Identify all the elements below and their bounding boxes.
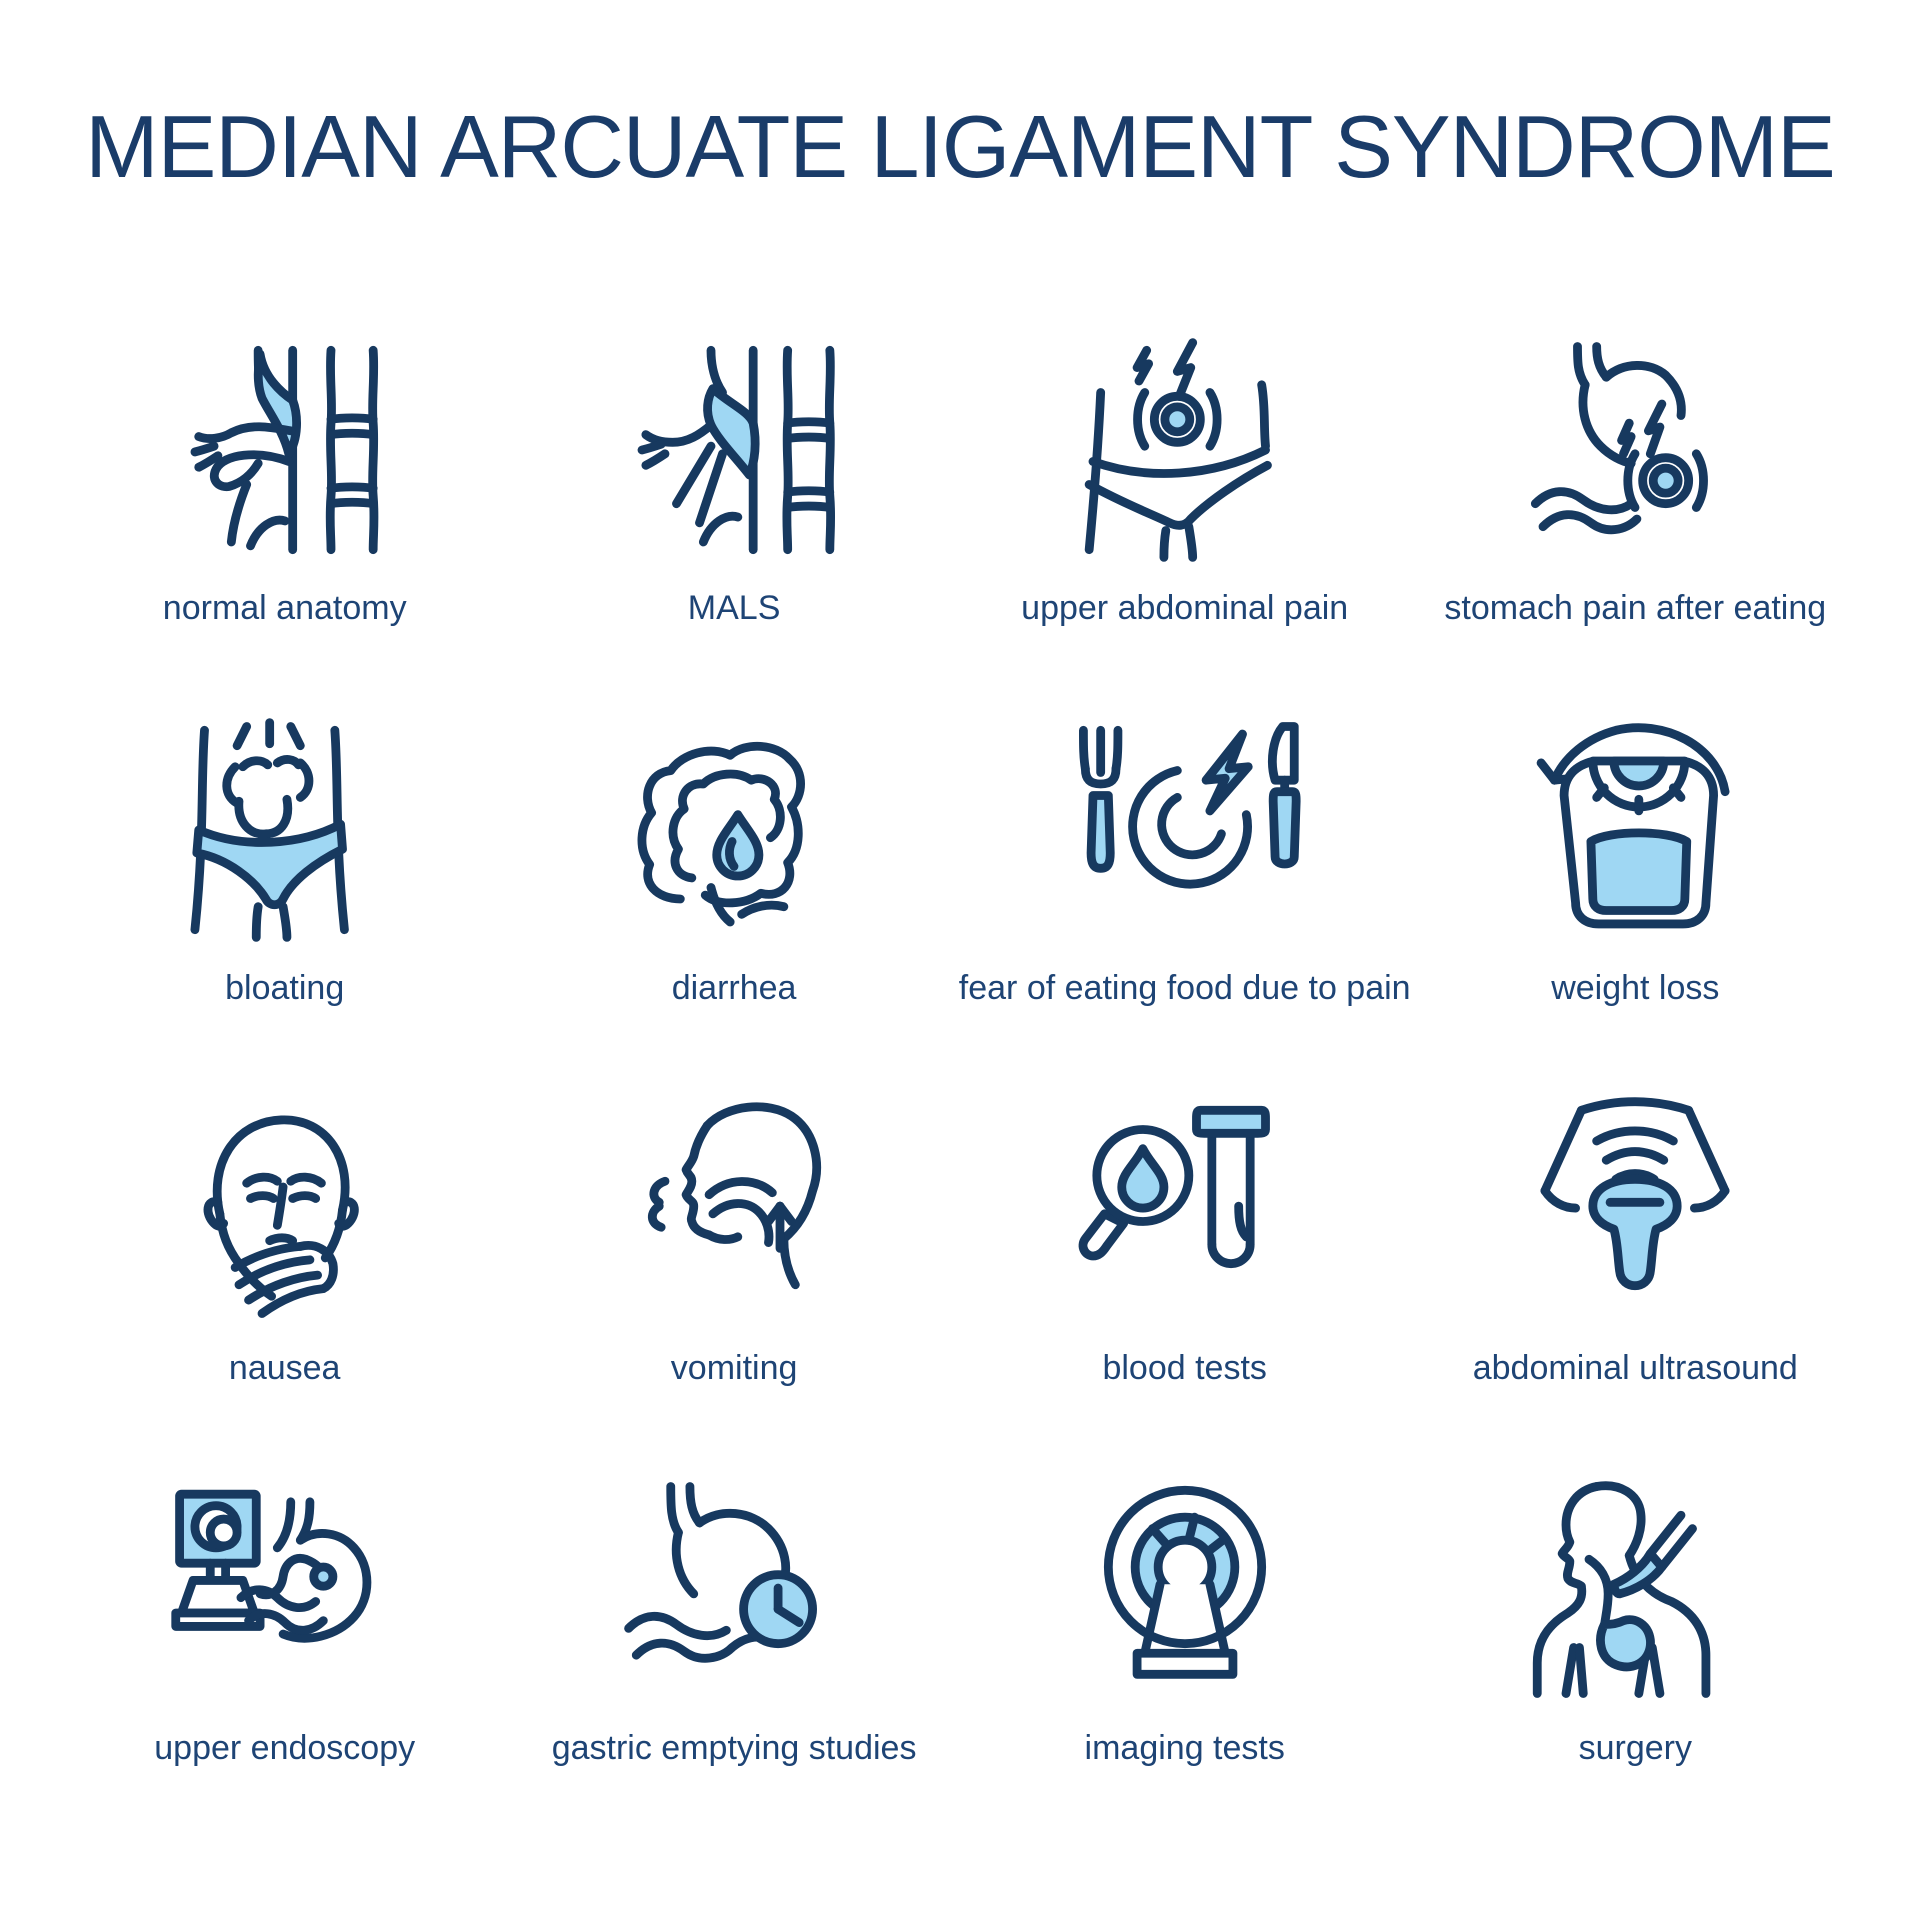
grid-item-stomach-pain-after-eating (1411, 330, 1860, 710)
blood-tests-icon (1070, 1095, 1300, 1325)
gastric-emptying-studies-icon (609, 1475, 859, 1705)
grid-item-fear-of-eating (959, 710, 1411, 1090)
upper-endoscopy-icon (160, 1475, 410, 1705)
icon-label: bloating (225, 969, 345, 1007)
icon-label: imaging tests (1084, 1729, 1285, 1767)
grid-item-mals (509, 330, 958, 710)
normal-anatomy-icon (170, 335, 400, 565)
diarrhea-icon (619, 715, 849, 945)
surgery-icon (1520, 1475, 1750, 1705)
imaging-tests-icon (1070, 1475, 1300, 1705)
nausea-icon (170, 1095, 400, 1325)
mals-icon (619, 335, 849, 565)
icon-label: vomiting (670, 1349, 798, 1387)
icon-label: normal anatomy (162, 589, 407, 627)
grid-item-weight-loss (1411, 710, 1860, 1090)
grid-item-upper-abdominal-pain (959, 330, 1411, 710)
grid-item-gastric-emptying-studies (509, 1470, 958, 1850)
icon-label: surgery (1578, 1729, 1692, 1767)
upper-abdominal-pain-icon (1070, 335, 1300, 565)
grid-item-vomiting (509, 1090, 958, 1470)
grid-item-bloating (60, 710, 509, 1090)
icon-label: stomach pain after eating (1444, 589, 1827, 627)
grid-item-abdominal-ultrasound (1411, 1090, 1860, 1470)
vomiting-icon (619, 1095, 849, 1325)
icon-label: upper abdominal pain (1021, 589, 1349, 627)
abdominal-ultrasound-icon (1520, 1095, 1750, 1325)
page-title: MEDIAN ARCUATE LIGAMENT SYNDROME (85, 97, 1835, 196)
icon-label: gastric emptying studies (551, 1729, 917, 1767)
icon-label: blood tests (1102, 1349, 1267, 1387)
grid-item-surgery (1411, 1470, 1860, 1850)
weight-loss-icon (1510, 715, 1760, 945)
stomach-pain-after-eating-icon (1520, 335, 1750, 565)
grid-item-nausea (60, 1090, 509, 1470)
grid-item-diarrhea (509, 710, 958, 1090)
icon-grid (60, 330, 1860, 1850)
grid-item-blood-tests (959, 1090, 1411, 1470)
icon-label: MALS (687, 589, 781, 627)
bloating-icon (170, 715, 400, 945)
icon-label: fear of eating food due to pain (958, 969, 1411, 1007)
icon-label: weight loss (1551, 969, 1720, 1007)
fear-of-eating-icon (1060, 715, 1310, 945)
icon-label: diarrhea (671, 969, 797, 1007)
icon-label: nausea (228, 1349, 341, 1387)
icon-label: abdominal ultrasound (1472, 1349, 1798, 1387)
grid-item-upper-endoscopy (60, 1470, 509, 1850)
icon-label: upper endoscopy (154, 1729, 416, 1767)
grid-item-normal-anatomy (60, 330, 509, 710)
grid-item-imaging-tests (959, 1470, 1411, 1850)
